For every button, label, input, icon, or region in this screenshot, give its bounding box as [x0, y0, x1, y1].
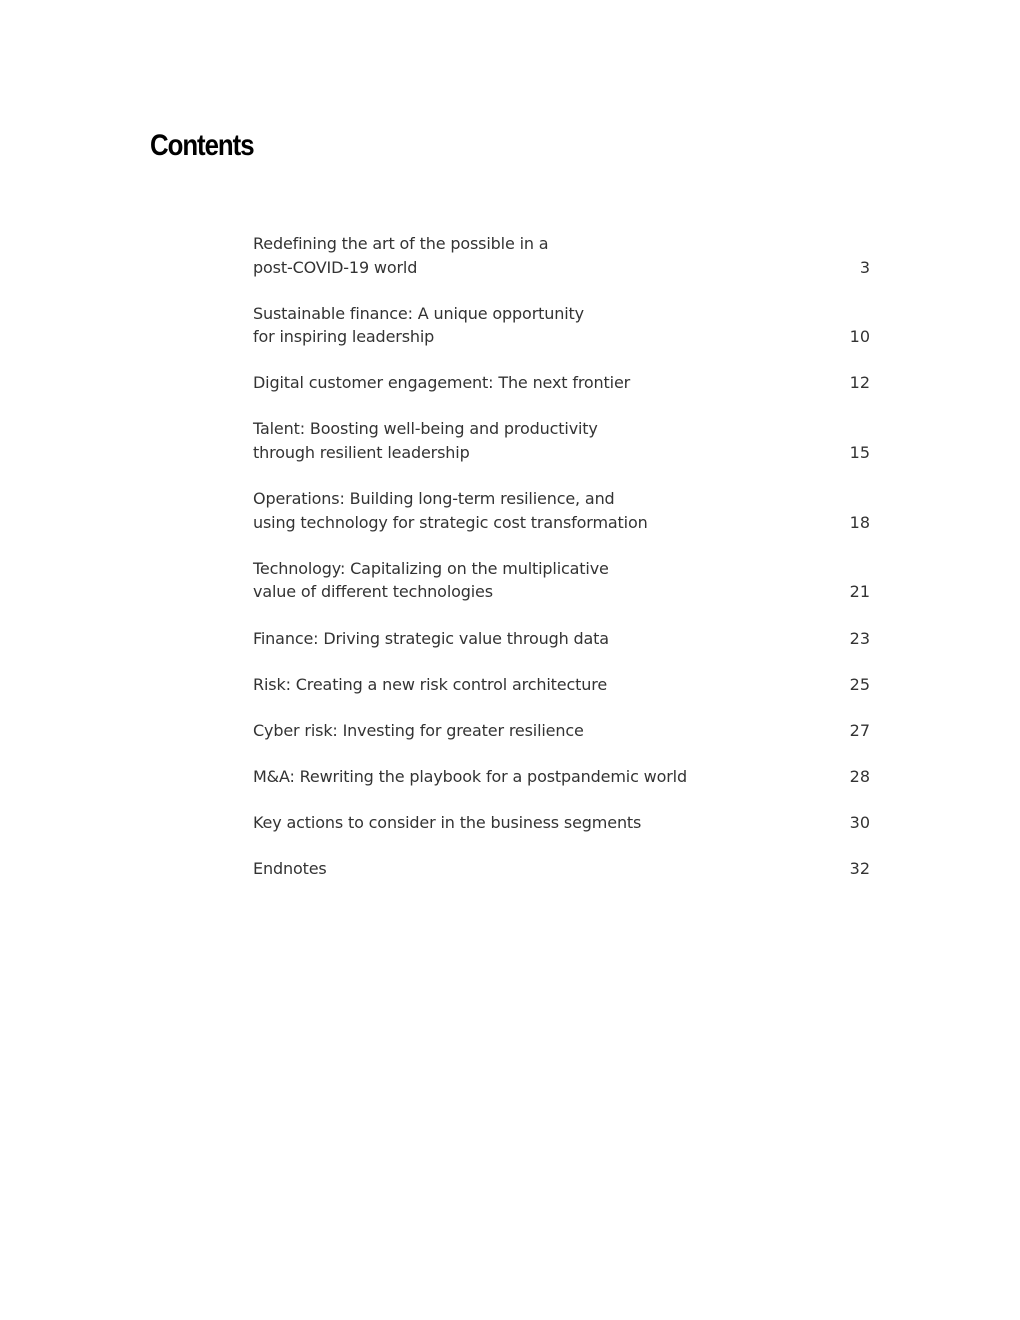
toc-entry[interactable] [253, 232, 870, 279]
toc-entry-page-number: 23 [849, 628, 870, 648]
toc-entry-page-number: 25 [849, 674, 870, 694]
toc-entry-title[interactable]: Cyber risk: Investing for greater resilience [253, 720, 584, 740]
toc-entry[interactable] [253, 417, 870, 464]
toc-entry-title[interactable]: Sustainable finance: A unique opportunity for inspiring leadership [253, 303, 584, 347]
toc-entry[interactable] [253, 765, 870, 789]
toc-entry-page-number: 32 [849, 859, 870, 878]
toc-entry[interactable] [253, 811, 870, 835]
table-of-contents [253, 232, 870, 903]
toc-entry-title[interactable]: Digital customer engagement: The next frontier [253, 373, 631, 393]
page-title: Contents [150, 129, 254, 162]
toc-entry[interactable] [253, 302, 870, 349]
toc-entry-title[interactable]: Operations: Building long-term resilience, and using technology for strategic cost transformation [253, 489, 648, 532]
toc-entry[interactable] [253, 487, 870, 534]
toc-entry[interactable] [253, 857, 870, 881]
toc-entry-page-number: 30 [849, 812, 870, 832]
toc-entry-title[interactable]: Redefining the art of the possible in a post-COVID-19 world [253, 234, 549, 277]
toc-entry-page-number: 15 [849, 443, 870, 463]
toc-entry-title[interactable]: M&A: Rewriting the playbook for a postpandemic world [253, 766, 687, 786]
toc-entry-page-number: 12 [849, 373, 870, 393]
toc-entry-title[interactable]: Risk: Creating a new risk control architecture [253, 674, 608, 694]
toc-entry-page-number: 27 [849, 720, 870, 740]
toc-entry[interactable] [253, 627, 870, 651]
toc-entry-page-number: 21 [849, 582, 870, 602]
toc-entry-page-number: 10 [849, 327, 870, 347]
toc-entry-title[interactable]: Endnotes [253, 859, 327, 878]
toc-entry-page-number: 3 [859, 257, 870, 277]
toc-entry-title[interactable]: Technology: Capitalizing on the multiplicative value of different technologies [253, 558, 609, 602]
toc-entry-title[interactable]: Talent: Boosting well-being and productivity through resilient leadership [253, 419, 598, 463]
toc-entry[interactable] [253, 719, 870, 743]
toc-entry[interactable] [253, 371, 870, 395]
toc-entry[interactable] [253, 673, 870, 697]
toc-entry[interactable] [253, 557, 870, 604]
toc-entry-page-number: 28 [849, 766, 870, 786]
toc-entry-title[interactable]: Finance: Driving strategic value through data [253, 628, 609, 648]
toc-entry-title[interactable]: Key actions to consider in the business segments [253, 812, 642, 832]
toc-entry-page-number: 18 [849, 512, 870, 532]
